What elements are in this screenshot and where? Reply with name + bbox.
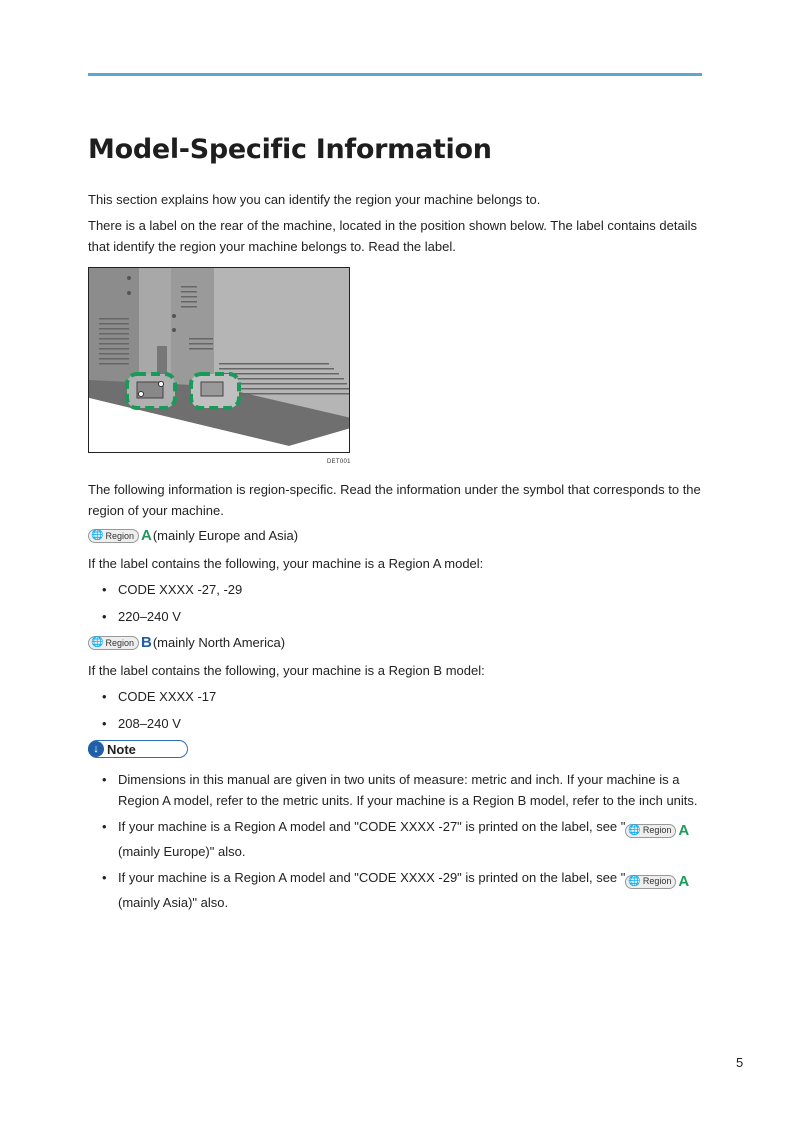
- note-label: Note: [107, 741, 136, 757]
- machine-rear-illustration: [88, 267, 350, 453]
- intro-paragraph-1: This section explains how you can identify the region your machine belongs to.: [88, 192, 541, 207]
- region-pill: [88, 529, 139, 543]
- region-pill-label: Region: [105, 638, 134, 648]
- globe-icon: 🌐: [628, 876, 641, 887]
- intro-paragraph-2: There is a label on the rear of the machine, located in the position shown below. The label contains details that identify the region your machine belongs to. Read the label.: [88, 218, 697, 254]
- region-a-badge: [88, 528, 153, 544]
- arrow-down-icon: ↓: [88, 741, 104, 757]
- region-intro-paragraph: The following information is region-specific. Read the information under the symbol that corresponds to the region of your machine.: [88, 482, 701, 518]
- region-a-inline-badge: 🌐 Region A: [625, 871, 690, 892]
- globe-icon: 🌐: [91, 530, 104, 541]
- list-item: • CODE XXXX -27, -29: [102, 582, 243, 597]
- region-b-description: (mainly North America): [152, 635, 286, 650]
- region-letter-a: A: [140, 527, 152, 544]
- figure-caption: DET001: [327, 459, 351, 465]
- list-item: • CODE XXXX -17: [102, 689, 217, 704]
- region-a-inline-badge: 🌐 Region A: [625, 820, 690, 841]
- region-pill-label: Region: [105, 531, 134, 541]
- note-list: [98, 769, 702, 918]
- globe-icon: 🌐: [628, 825, 641, 836]
- page-number: 5: [736, 1055, 744, 1070]
- list-item: • 208–240 V: [102, 716, 181, 731]
- note-heading: [88, 740, 188, 758]
- list-item: • If your machine is a Region A model and "CODE XXXX -29" is printed on the label, see " 🌐 Region A (mainly Asia)" also.: [102, 870, 690, 910]
- list-item: • 220–240 V: [102, 609, 181, 624]
- region-a-description: (mainly Europe and Asia): [152, 528, 299, 543]
- page-title: Model-Specific Information: [88, 134, 492, 165]
- list-item: • If your machine is a Region A model and "CODE XXXX -27" is printed on the label, see " 🌐 Region A (mainly Europe)" also.: [102, 819, 690, 859]
- region-a-label-text: If the label contains the following, your machine is a Region A model:: [88, 556, 484, 571]
- region-b-label-text: If the label contains the following, your machine is a Region B model:: [88, 663, 485, 678]
- region-a-heading: [88, 528, 298, 544]
- region-pill: [88, 636, 139, 650]
- header-rule: [88, 73, 702, 76]
- region-a-list: [98, 579, 242, 627]
- region-b-list: [98, 686, 216, 734]
- list-item: • Dimensions in this manual are given in two units of measure: metric and inch. If your machine is a Region A model, refer to the metric units. If your machine is a Region B model, refer to the inch units.: [102, 772, 698, 808]
- region-b-heading: [88, 635, 285, 651]
- region-b-badge: [88, 635, 153, 651]
- region-letter-b: B: [140, 634, 152, 651]
- globe-icon: 🌐: [91, 637, 104, 648]
